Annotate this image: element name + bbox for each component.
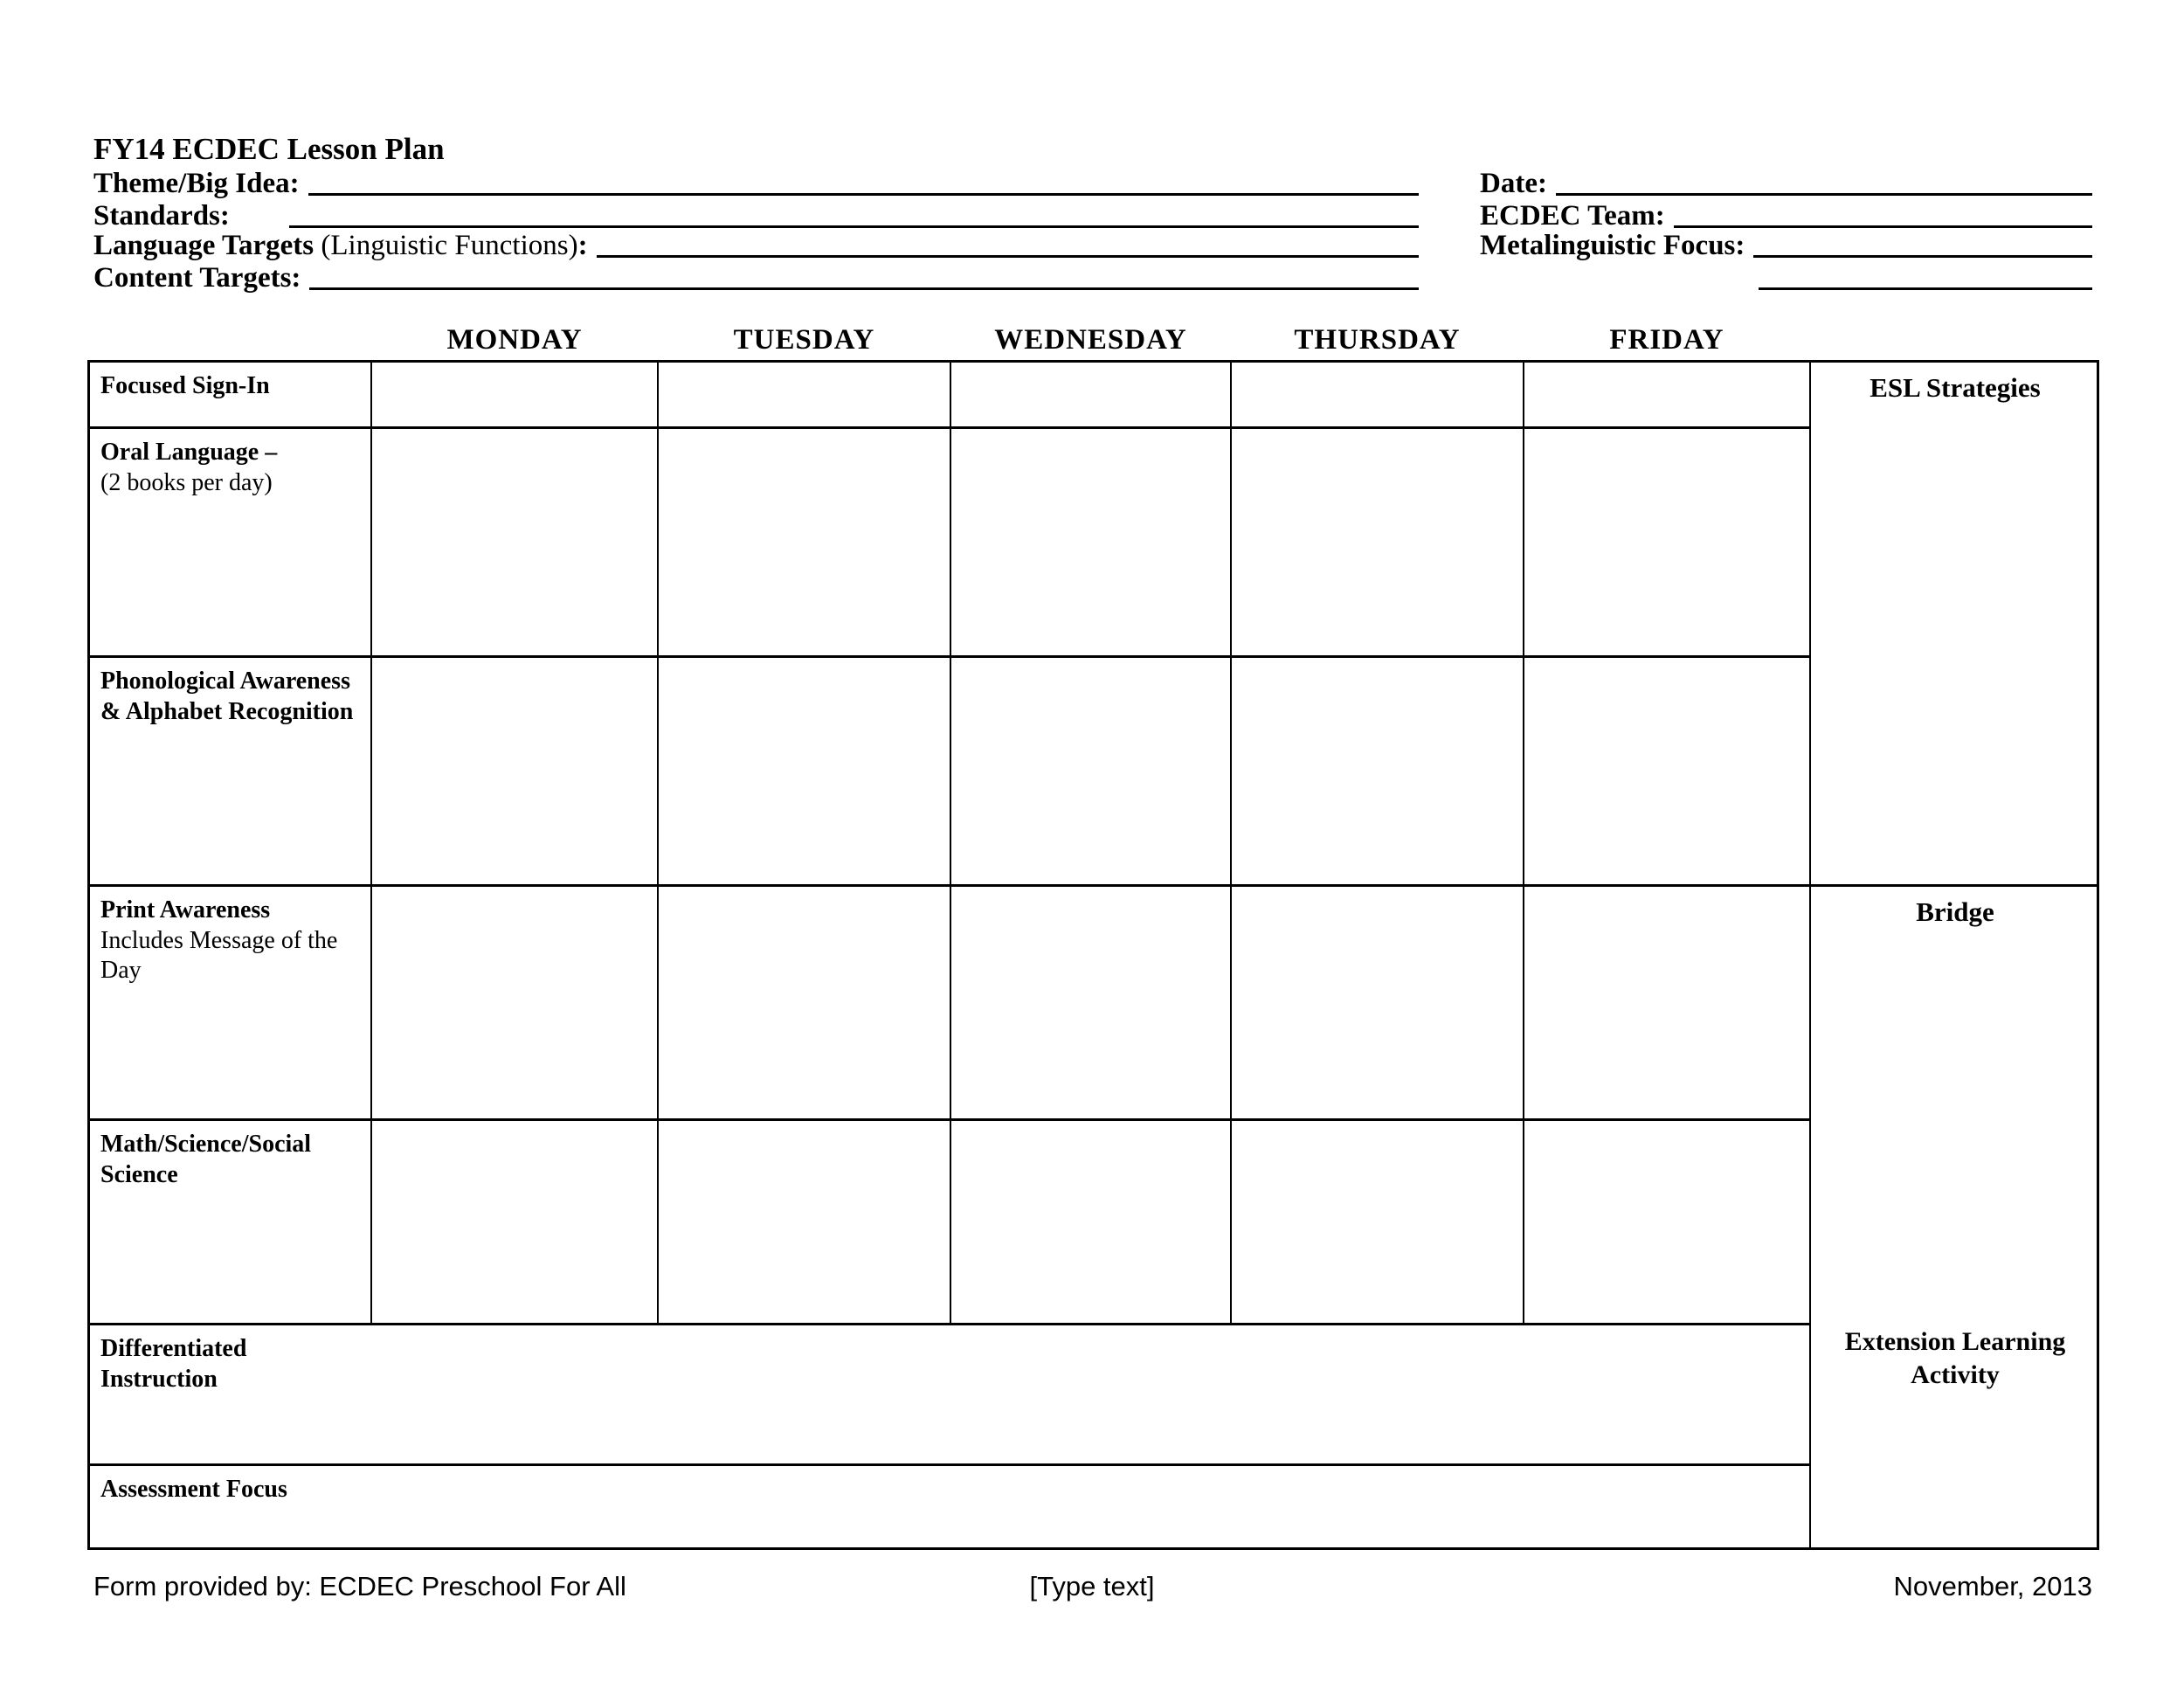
cell-oral-wednesday[interactable] — [951, 429, 1232, 658]
esl-strategies-cell[interactable] — [1811, 363, 2099, 887]
footer-type-text-placeholder[interactable]: [Type text] — [1029, 1571, 1155, 1602]
cell-focused-tuesday[interactable] — [659, 363, 951, 429]
cell-phonological-wednesday[interactable] — [951, 658, 1232, 887]
extra-blank-line[interactable] — [1759, 287, 2092, 290]
language-targets-label: Language Targets (Linguistic Functions): — [93, 230, 588, 261]
footer-date-text: November, 2013 — [1893, 1571, 2092, 1602]
content-targets-label: Content Targets: — [93, 262, 301, 294]
document-title: FY14 ECDEC Lesson Plan — [93, 132, 445, 166]
bridge-extension-cell[interactable] — [1811, 887, 2099, 1550]
assessment-focus-cell[interactable] — [90, 1466, 1811, 1550]
field-row-extra-line — [1480, 260, 2092, 294]
cell-oral-thursday[interactable] — [1232, 429, 1524, 658]
esl-strategies-heading: ESL Strategies — [1870, 372, 2041, 403]
extension-learning-activity-heading: Extension Learning Activity — [1844, 1327, 2066, 1389]
day-header-tuesday: TUESDAY — [733, 324, 875, 356]
cell-focused-thursday[interactable] — [1232, 363, 1524, 429]
day-header-friday: FRIDAY — [1609, 324, 1724, 356]
field-row-ecdec-team — [1480, 198, 2092, 232]
lesson-plan-table — [87, 360, 2099, 1550]
field-row-standards — [93, 198, 1419, 232]
metalinguistic-label: Metalinguistic Focus: — [1480, 230, 1745, 261]
cell-math-thursday[interactable] — [1232, 1121, 1524, 1325]
day-header-row — [87, 315, 2099, 356]
row-header-math-science: Math/Science/Social Science — [90, 1121, 372, 1325]
cell-focused-wednesday[interactable] — [951, 363, 1232, 429]
cell-print-monday[interactable] — [372, 887, 659, 1121]
date-label: Date: — [1480, 168, 1547, 199]
cell-focused-friday[interactable] — [1524, 363, 1811, 429]
cell-focused-monday[interactable] — [372, 363, 659, 429]
field-row-date — [1480, 166, 2092, 199]
cell-print-wednesday[interactable] — [951, 887, 1232, 1121]
theme-label: Theme/Big Idea: — [93, 168, 300, 199]
ecdec-team-label: ECDEC Team: — [1480, 200, 1665, 232]
cell-oral-monday[interactable] — [372, 429, 659, 658]
cell-math-tuesday[interactable] — [659, 1121, 951, 1325]
content-targets-blank-line[interactable] — [309, 287, 1419, 290]
row-header-focused-sign-in: Focused Sign-In — [90, 363, 372, 429]
field-row-metalinguistic — [1480, 228, 2092, 261]
language-targets-blank-line[interactable] — [597, 255, 1419, 258]
bridge-heading: Bridge — [1916, 896, 1994, 927]
field-row-language-targets — [93, 228, 1419, 261]
footer-provider-text: Form provided by: ECDEC Preschool For All — [93, 1571, 626, 1602]
assessment-focus-label: Assessment Focus — [100, 1476, 287, 1503]
cell-phonological-tuesday[interactable] — [659, 658, 951, 887]
differentiated-instruction-label: Differentiated Instruction — [100, 1335, 247, 1393]
cell-math-wednesday[interactable] — [951, 1121, 1232, 1325]
standards-label: Standards: — [93, 200, 230, 232]
cell-print-friday[interactable] — [1524, 887, 1811, 1121]
cell-math-friday[interactable] — [1524, 1121, 1811, 1325]
day-header-thursday: THURSDAY — [1294, 324, 1461, 356]
cell-phonological-friday[interactable] — [1524, 658, 1811, 887]
field-row-theme — [93, 166, 1419, 199]
cell-print-tuesday[interactable] — [659, 887, 951, 1121]
cell-math-monday[interactable] — [372, 1121, 659, 1325]
cell-oral-friday[interactable] — [1524, 429, 1811, 658]
row-header-print-awareness: Print Awareness Includes Message of the Day — [90, 887, 372, 1121]
field-row-content-targets — [93, 260, 1419, 294]
day-header-wednesday: WEDNESDAY — [994, 324, 1187, 356]
cell-phonological-thursday[interactable] — [1232, 658, 1524, 887]
day-header-monday: MONDAY — [446, 324, 583, 356]
row-header-phonological: Phonological Awareness & Alphabet Recognition — [90, 658, 372, 887]
cell-phonological-monday[interactable] — [372, 658, 659, 887]
cell-print-thursday[interactable] — [1232, 887, 1524, 1121]
cell-oral-tuesday[interactable] — [659, 429, 951, 658]
date-blank-line[interactable] — [1556, 193, 2092, 196]
differentiated-instruction-cell[interactable] — [90, 1325, 1811, 1466]
metalinguistic-blank-line[interactable] — [1753, 255, 2092, 258]
row-header-oral-language: Oral Language – (2 books per day) — [90, 429, 372, 658]
theme-blank-line[interactable] — [308, 193, 1419, 196]
